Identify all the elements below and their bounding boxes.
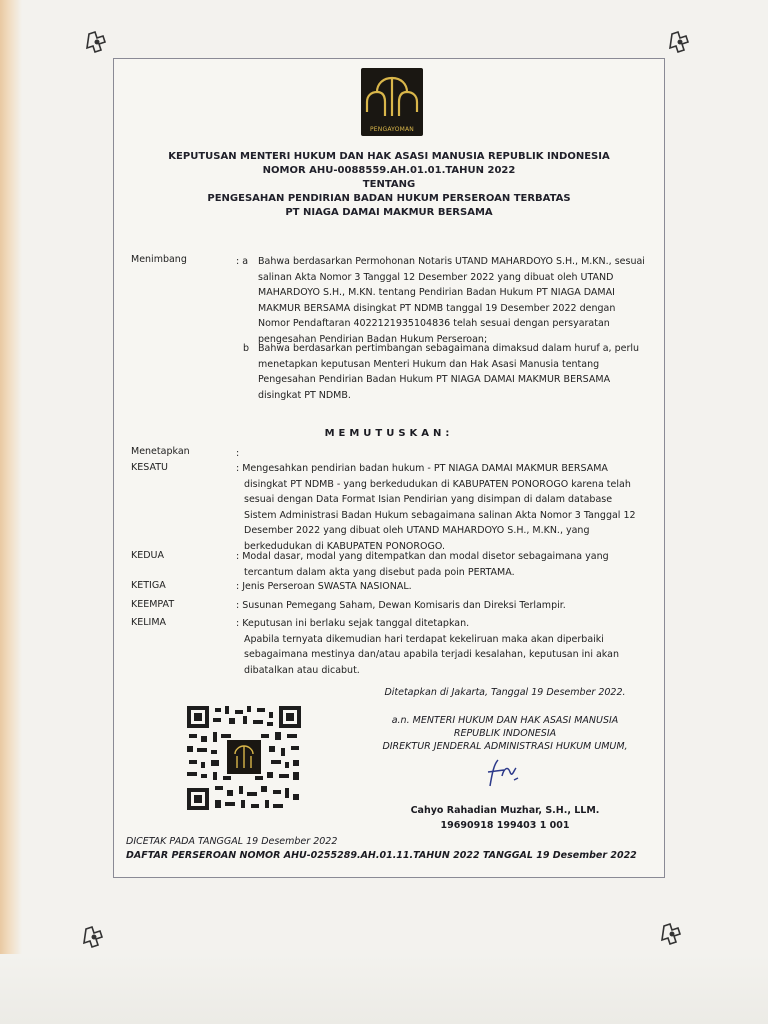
text-line: pengesahan Pendirian Badan Hukum Perseroan; [258,333,488,345]
menetapkan-colon: : [236,448,240,459]
text-line: sesuai dengan Data Format Isian Pendirian yang disimpan di dalam database [244,494,613,505]
text-line: tercantum dalam akta yang disebut pada poin PERTAMA. [244,566,515,578]
text-line: Nomor Pendaftaran 4022121935104836 telah sesuai dengan persyaratan [258,318,610,329]
text-line: MAKMUR BERSAMA disingkat PT NDMB tanggal 19 Desember 2022 dengan [258,302,616,314]
corner-ornament-icon [82,925,106,949]
kedua-label: KEDUA [131,550,164,561]
decree-number: NOMOR AHU-0088559.AH.01.01.TAHUN 2022 [262,165,516,176]
kelima-text [236,616,646,678]
company-name: PT NIAGA DAMAI MAKMUR BERSAMA [285,207,493,218]
decree-title [113,150,665,220]
text-line: Bahwa berdasarkan Permohonan Notaris UTAND MAHARDOYO S.H., M.KN., sesuai [258,256,645,267]
text-line: disingkat PT NDMB - yang berkedudukan di KABUPATEN PONOROGO karena telah [244,478,631,490]
keempat-label: KEEMPAT [131,599,175,610]
signatory-nip: 19690918 199403 1 001 [440,820,570,831]
signatory-name: Cahyo Rahadian Muzhar, S.H., LLM. [410,805,600,816]
logo-text: PENGAYOMAN [369,126,414,133]
memutuskan-heading: MEMUTUSKAN: [324,428,454,439]
kesatu-label: KESATU [131,462,168,473]
text-line: a.n. MENTERI HUKUM DAN HAK ASASI MANUSIA [391,715,619,726]
text-line: dibatalkan atau dicabut. [244,664,360,676]
logo [361,68,423,136]
company-register-number: DAFTAR PERSEROAN NOMOR AHU-0255289.AH.01.11.TAHUN 2022 TANGGAL 19 Desember 2022 [126,850,637,861]
ketiga-label: KETIGA [131,580,166,591]
text-line: REPUBLIK INDONESIA [453,728,557,739]
item-marker-b: b [243,343,250,354]
text-line: Sistem Administrasi Badan Hukum sebagaimana salinan Akta Nomor 3 Tanggal 12 [244,509,636,521]
handwritten-signature [480,756,524,792]
pengayoman-tree-emblem-icon [361,68,423,124]
place-date: Ditetapkan di Jakarta, Tanggal 19 Desember 2022. [384,687,626,698]
text-line: : Modal dasar, modal yang ditempatkan dan modal disetor sebagaimana yang [236,551,609,562]
text-line: berkedudukan di KABUPATEN PONOROGO. [244,540,445,552]
qr-code [185,704,303,812]
text-line: : Mengesahkan pendirian badan hukum - PT NIAGA DAMAI MAKMUR BERSAMA [236,463,608,474]
text-line: salinan Akta Nomor 3 Tanggal 12 Desember 2022 yang dibuat oleh UTAND [258,271,614,283]
signatory-title [370,714,640,753]
text-line: Apabila ternyata dikemudian hari terdapat kekeliruan maka akan diperbaiki [244,633,604,645]
corner-ornament-icon [85,30,109,54]
menimbang-label: Menimbang [131,254,187,265]
keempat-text: : Susunan Pemegang Saham, Dewan Komisaris dan Direksi Terlampir. [236,600,566,611]
scan-edge [0,0,22,1024]
text-line: : Keputusan ini berlaku sejak tanggal ditetapkan. [236,618,470,629]
title-line: PENGESAHAN PENDIRIAN BADAN HUKUM PERSEROAN TERBATAS [207,193,571,204]
text-line: MAHARDOYO S.H., M.KN. tentang Pendirian Badan Hukum PT NIAGA DAMAI [258,287,615,298]
kesatu-text [236,461,646,554]
text-line: menetapkan keputusan Menteri Hukum dan Hak Asasi Manusia tentang [258,358,600,370]
kedua-text [236,549,646,580]
printed-date: DICETAK PADA TANGGAL 19 Desember 2022 [126,836,338,847]
kelima-label: KELIMA [131,617,167,628]
scan-bottom-area [0,954,768,1024]
text-line: disingkat PT NDMB. [258,389,351,401]
menimbang-item-a [258,254,648,347]
text-line: sebagaimana mestinya dan/atau apabila terjadi kesalahan, keputusan ini akan [244,649,619,660]
text-line: Desember 2022 yang dibuat oleh UTAND MAHARDOYO S.H., M.KN., yang [244,525,590,536]
menimbang-item-b [258,341,648,403]
menetapkan-label: Menetapkan [131,446,190,457]
ketiga-text: : Jenis Perseroan SWASTA NASIONAL. [236,581,412,592]
text-line: Bahwa berdasarkan pertimbangan sebagaimana dimaksud dalam huruf a, perlu [258,343,640,354]
corner-ornament-icon [668,30,692,54]
corner-ornament-icon [660,922,684,946]
title-line: TENTANG [362,179,416,190]
text-line: DIREKTUR JENDERAL ADMINISTRASI HUKUM UMUM, [382,741,628,752]
item-marker-a: : a [236,256,249,267]
text-line: Pengesahan Pendirian Badan Hukum PT NIAGA DAMAI MAKMUR BERSAMA [258,374,611,385]
title-line: KEPUTUSAN MENTERI HUKUM DAN HAK ASASI MANUSIA REPUBLIK INDONESIA [168,151,610,162]
